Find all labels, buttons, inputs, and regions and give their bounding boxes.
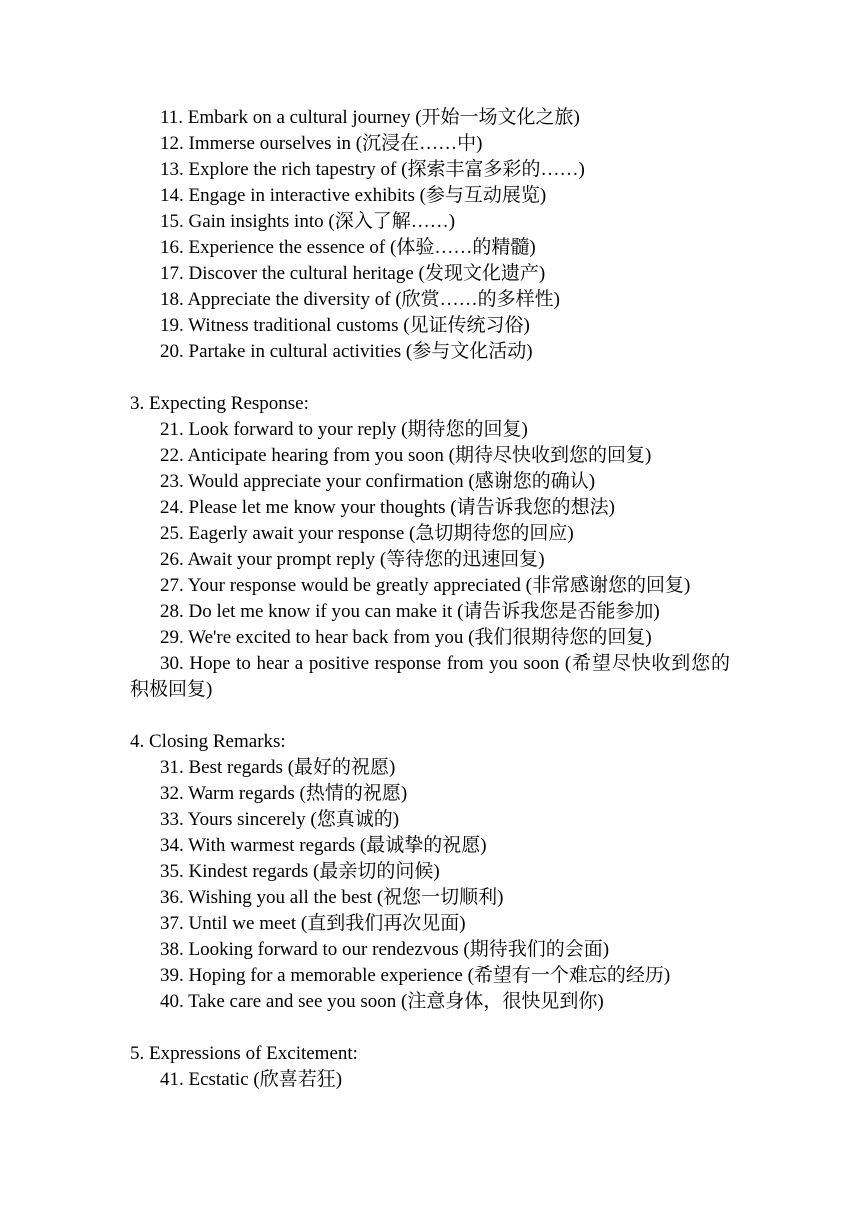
list-item: 41. Ecstatic (欣喜若狂)	[160, 1069, 343, 1090]
list-item: 31. Best regards (最好的祝愿)	[160, 757, 396, 778]
list-item: 22. Anticipate hearing from you soon (期待尽快收到您的回复)	[160, 445, 652, 466]
phrase-list-section-4	[130, 729, 730, 1015]
list-item: 30. Hope to hear a positive response from you soon (希望尽快收到您的积极回复)	[130, 653, 730, 700]
phrase-list-section-5	[130, 1041, 730, 1093]
list-item: 27. Your response would be greatly appreciated (非常感谢您的回复)	[160, 575, 691, 596]
list-item: 35. Kindest regards (最亲切的问候)	[160, 861, 440, 882]
list-item: 17. Discover the cultural heritage (发现文化遗产)	[160, 263, 546, 284]
list-item: 33. Yours sincerely (您真诚的)	[160, 809, 400, 830]
list-item: 36. Wishing you all the best (祝您一切顺利)	[160, 887, 504, 908]
list-item: 40. Take care and see you soon (注意身体，很快见到你)	[160, 991, 604, 1012]
list-item: 13. Explore the rich tapestry of (探索丰富多彩的……)	[160, 159, 585, 180]
list-item: 38. Looking forward to our rendezvous (期待我们的会面)	[160, 939, 610, 960]
list-item: 16. Experience the essence of (体验……的精髓)	[160, 237, 536, 258]
list-item: 24. Please let me know your thoughts (请告诉我您的想法)	[160, 497, 615, 518]
list-item: 15. Gain insights into (深入了解……)	[160, 211, 456, 232]
list-item: 21. Look forward to your reply (期待您的回复)	[160, 419, 528, 440]
list-item: 26. Await your prompt reply (等待您的迅速回复)	[160, 549, 545, 570]
list-item: 39. Hoping for a memorable experience (希望有一个难忘的经历)	[160, 965, 671, 986]
list-item: 14. Engage in interactive exhibits (参与互动展览)	[160, 185, 547, 206]
spacer	[130, 1015, 730, 1041]
section-heading: 3. Expecting Response:	[130, 393, 309, 414]
list-item: 18. Appreciate the diversity of (欣赏……的多样性)	[160, 289, 560, 310]
phrase-list-section-2	[130, 105, 730, 365]
document-body	[130, 105, 730, 1093]
list-item: 29. We're excited to hear back from you (我们很期待您的回复)	[160, 627, 652, 648]
spacer	[130, 365, 730, 391]
list-item: 25. Eagerly await your response (急切期待您的回应)	[160, 523, 574, 544]
spacer	[130, 703, 730, 729]
list-item: 32. Warm regards (热情的祝愿)	[160, 783, 408, 804]
list-item: 19. Witness traditional customs (见证传统习俗)	[160, 315, 530, 336]
list-item: 28. Do let me know if you can make it (请告诉我您是否能参加)	[160, 601, 660, 622]
list-item: 20. Partake in cultural activities (参与文化活动)	[160, 341, 533, 362]
list-item: 34. With warmest regards (最诚挚的祝愿)	[160, 835, 487, 856]
section-heading: 5. Expressions of Excitement:	[130, 1043, 358, 1064]
section-heading: 4. Closing Remarks:	[130, 731, 286, 752]
list-item: 23. Would appreciate your confirmation (感谢您的确认)	[160, 471, 596, 492]
phrase-list-section-3	[130, 391, 730, 703]
list-item: 37. Until we meet (直到我们再次见面)	[160, 913, 466, 934]
list-item: 11. Embark on a cultural journey (开始一场文化之旅)	[160, 107, 580, 128]
list-item: 12. Immerse ourselves in (沉浸在……中)	[160, 133, 483, 154]
